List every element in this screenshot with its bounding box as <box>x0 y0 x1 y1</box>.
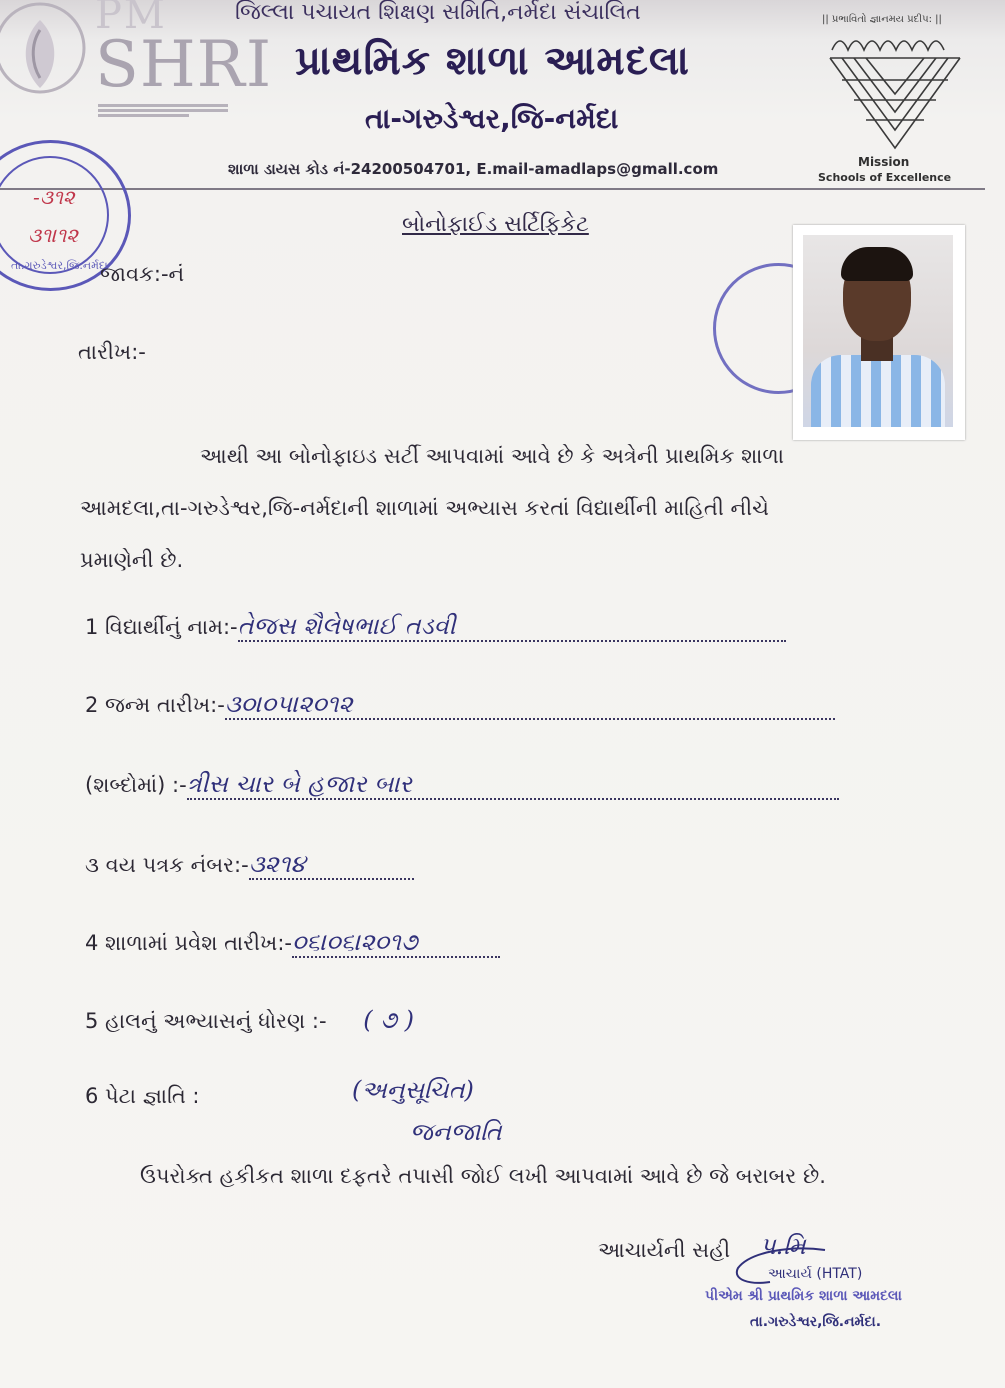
field-current-standard <box>85 1006 414 1034</box>
intro-line-1: આથી આ બોનોફાઇડ સર્ટી આપવામાં આવે છે કે અત્રેની પ્રાથમિક શાળા <box>200 444 784 468</box>
logo-tagline-lines <box>98 102 228 118</box>
stamp-number: -૩૧૨ <box>33 185 75 209</box>
student-name-value: તેજસ શૈલેષભાઈ તડવી <box>237 612 456 640</box>
mission-subtitle: Schools of Excellence <box>818 171 952 184</box>
birth-date-value: ૩૦।૦૫।૨૦૧૨ <box>224 690 353 718</box>
birth-date-words-value: ત્રીસ ચાર બે હજાર બાર <box>186 770 412 798</box>
school-location: તા-ગરુડેશ્વર,જિ-નર્મદા <box>365 102 619 135</box>
stamp-school-name: પીએમ શ્રી પ્રાથમિક શાળા આમદલા <box>705 1288 902 1304</box>
school-name: પ્રાથમિક શાળા આમદલા <box>295 38 690 84</box>
stamp-date: ૩૧।૧૨ <box>28 223 78 247</box>
field-label: (શબ્દોમાં) :- <box>85 773 187 797</box>
intro-line-3: પ્રમાણેની છે. <box>80 548 184 572</box>
field-label: 6 પેટા જ્ઞાતિ : <box>85 1084 200 1108</box>
field-admission-date <box>85 928 500 958</box>
mission-lamp-logo-icon <box>820 30 970 155</box>
logo-text-shri: SHRI <box>95 28 273 102</box>
sub-caste-value: (અનુસૂચિત) <box>352 1076 474 1104</box>
field-student-name <box>85 612 786 642</box>
stamp-ring-text: તા.ગરુડેશ્વર,જિ.નર્મદા <box>11 259 108 272</box>
header-divider <box>0 188 985 190</box>
field-label: 4 શાળામાં પ્રવેશ તારીખ:- <box>85 931 292 955</box>
mission-tagline: || પ્રભાવિતો જ્ઞાનમય પ્રદીપ: || <box>822 14 942 25</box>
mission-label: Mission <box>858 155 910 169</box>
stamp-designation: આચાર્ય (HTAT) <box>768 1266 863 1282</box>
logo-text-pm: PM <box>95 0 167 38</box>
school-contact: શાળા ડાયસ કોડ નં-24200504701, E.mail-amadlaps@gmall.com <box>228 160 719 178</box>
field-label: 1 વિદ્યાર્થીનું નામ:- <box>85 615 238 639</box>
parent-organization: જિલ્લા પચાયત શિક્ષણ સમિતિ,નર્મદા સંચાલિત <box>235 0 641 25</box>
intro-line-2: આમદલા,તા-ગરુડેશ્વર,જિ-નર્મદાની શાળામાં અભ્યાસ કરતાં વિદ્યાર્થીની માહિતી નીચે <box>80 496 769 520</box>
age-register-number-value: ૩૨૧૪ <box>248 850 306 878</box>
field-sub-caste <box>85 1084 200 1109</box>
current-standard-value: ( ૭ ) <box>363 1006 414 1034</box>
principal-signature-label: આચાર્યની સહી <box>598 1238 731 1262</box>
principal-initials: પ.મિ <box>760 1232 806 1260</box>
certificate-title: બોનોફાઈડ સર્ટિફિકેટ <box>402 212 589 237</box>
stamp-school-location: તા.ગરુડેશ્વર,જિ.નર્મદા. <box>750 1314 882 1330</box>
field-label: 5 હાલનું અભ્યાસનું ધોરણ :- <box>85 1009 327 1033</box>
field-label: 2 જન્મ તારીખ:- <box>85 693 225 717</box>
field-birth-date-words <box>85 770 839 800</box>
student-photo <box>793 225 965 440</box>
closing-statement: ઉપરોક્ત હકીકત શાળા દફતરે તપાસી જોઈ લખી આપવામાં આવે છે જે બરાબર છે. <box>140 1164 826 1188</box>
field-label: ૩ વય પત્રક નંબર:- <box>85 853 249 877</box>
sub-caste-value-line2: જનજાતિ <box>410 1118 502 1146</box>
pm-shri-emblem-icon <box>0 0 100 110</box>
date-label: તારીખ:- <box>78 340 146 364</box>
field-birth-date <box>85 690 835 720</box>
field-age-register-number <box>85 850 414 880</box>
admission-date-value: ૦૬।૦૬।૨૦૧૭ <box>291 928 418 956</box>
signature-stroke-icon <box>730 1240 840 1290</box>
reference-number-label: જાવક:-નં <box>100 262 185 286</box>
